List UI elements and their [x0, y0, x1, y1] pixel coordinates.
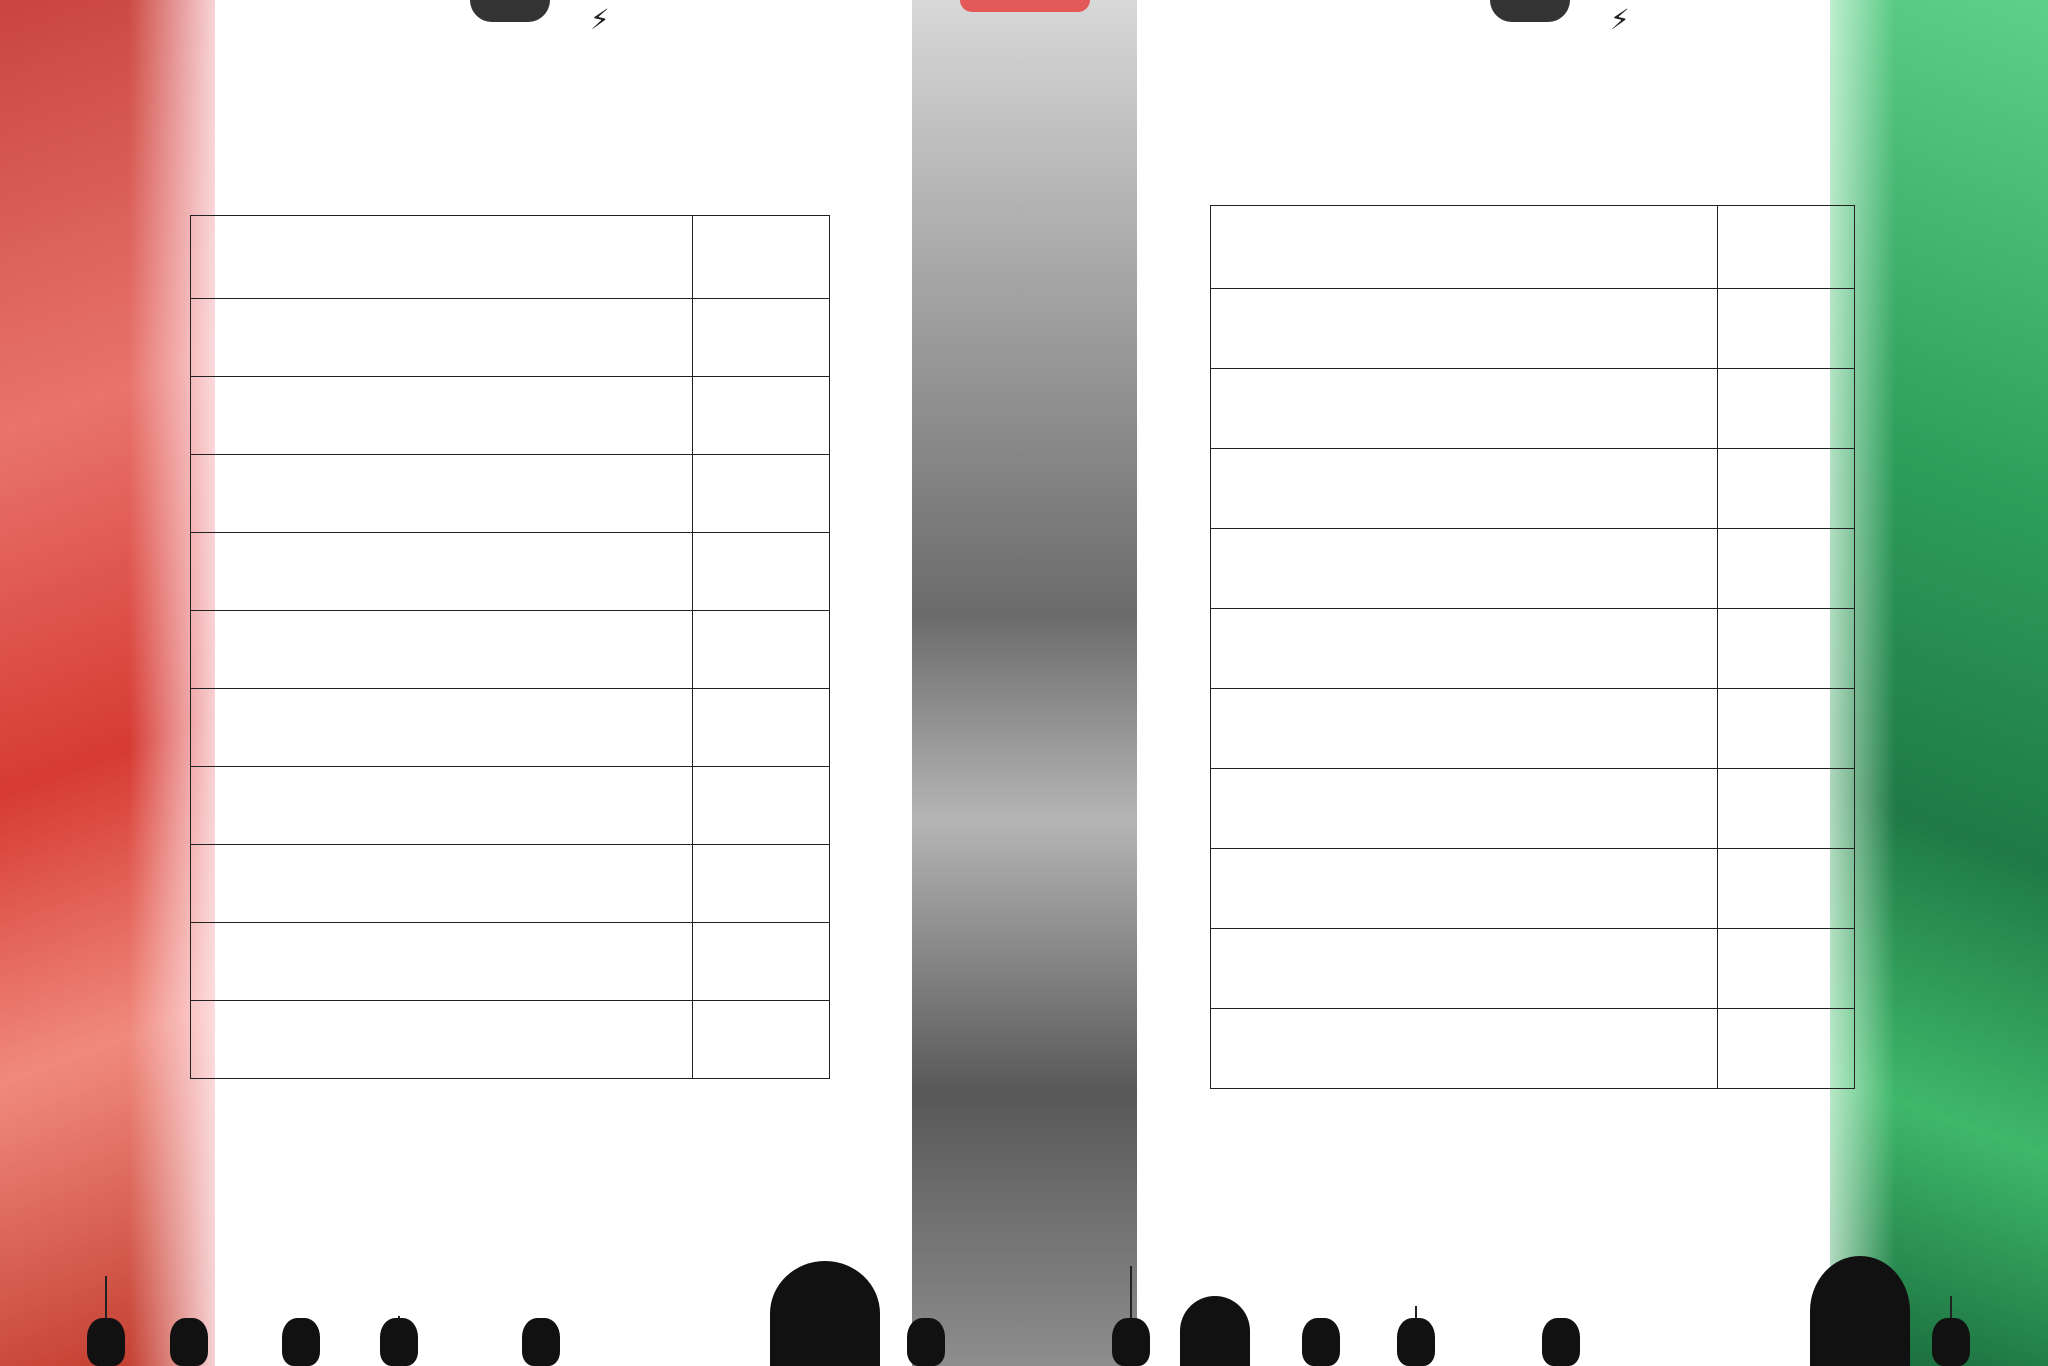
- time-cell: [693, 377, 830, 455]
- lantern-icon: [540, 1336, 542, 1366]
- activity-cell: [1211, 369, 1718, 449]
- dome-icon: [1180, 1296, 1250, 1366]
- table-row: [1211, 609, 1855, 689]
- activity-cell: [191, 611, 693, 689]
- table-row: [191, 611, 830, 689]
- time-cell: [1718, 449, 1855, 529]
- table-row: [1211, 929, 1855, 1009]
- table-row: [1211, 449, 1855, 529]
- decorative-lantern-row: [0, 1140, 2048, 1366]
- activity-cell: [191, 689, 693, 767]
- spark-icon: ⚡: [590, 3, 610, 36]
- center-top-red-shape: [960, 0, 1090, 12]
- table-row: [1211, 289, 1855, 369]
- time-cell: [1718, 849, 1855, 929]
- time-cell: [693, 611, 830, 689]
- table-row: [1211, 369, 1855, 449]
- activity-cell: [191, 377, 693, 455]
- activity-cell: [191, 533, 693, 611]
- time-header: [1718, 206, 1855, 289]
- table-row: [191, 1001, 830, 1079]
- time-cell: [693, 923, 830, 1001]
- right-logo: [1460, 0, 1630, 130]
- right-program-table: [1210, 205, 1855, 1089]
- lantern-icon: [1130, 1266, 1132, 1366]
- table-row: [191, 533, 830, 611]
- time-cell: [693, 1001, 830, 1079]
- time-cell: [693, 533, 830, 611]
- activity-cell: [1211, 289, 1718, 369]
- time-cell: [1718, 609, 1855, 689]
- table-row: [1211, 529, 1855, 609]
- time-cell: [1718, 689, 1855, 769]
- lantern-icon: [1950, 1296, 1952, 1366]
- lantern-icon: [398, 1316, 400, 1366]
- activity-cell: [1211, 929, 1718, 1009]
- activity-cell: [191, 1001, 693, 1079]
- activity-cell: [191, 299, 693, 377]
- time-cell: [693, 299, 830, 377]
- table-row: [191, 299, 830, 377]
- activity-cell: [1211, 609, 1718, 689]
- time-cell: [1718, 1009, 1855, 1089]
- activity-cell: [191, 845, 693, 923]
- activity-cell: [1211, 1009, 1718, 1089]
- time-cell: [1718, 369, 1855, 449]
- table-row: [1211, 689, 1855, 769]
- lantern-icon: [300, 1346, 302, 1366]
- table-row: [1211, 849, 1855, 929]
- lantern-icon: [1560, 1326, 1562, 1366]
- table-row: [1211, 1009, 1855, 1089]
- activity-cell: [191, 767, 693, 845]
- table-row: [191, 377, 830, 455]
- left-logo: [440, 0, 610, 130]
- time-cell: [693, 455, 830, 533]
- activity-cell: [1211, 769, 1718, 849]
- activity-header: [191, 216, 693, 299]
- time-cell: [1718, 529, 1855, 609]
- lantern-icon: [1320, 1336, 1322, 1366]
- table-row: [191, 689, 830, 767]
- time-cell: [1718, 289, 1855, 369]
- table-row: [1211, 769, 1855, 849]
- left-program-table: [190, 215, 830, 1079]
- right-day-title: [1200, 152, 1860, 176]
- lantern-icon: [188, 1326, 190, 1366]
- dome-icon: [1810, 1256, 1910, 1366]
- activity-cell: [1211, 529, 1718, 609]
- activity-cell: [191, 923, 693, 1001]
- time-cell: [693, 767, 830, 845]
- lantern-icon: [1415, 1306, 1417, 1366]
- time-cell: [693, 689, 830, 767]
- lantern-icon: [925, 1326, 927, 1366]
- left-day-title: [185, 152, 845, 176]
- time-cell: [1718, 929, 1855, 1009]
- spark-icon: ⚡: [1610, 3, 1630, 36]
- time-cell: [693, 845, 830, 923]
- table-row: [191, 767, 830, 845]
- activity-cell: [1211, 449, 1718, 529]
- table-row: [191, 455, 830, 533]
- activity-cell: [1211, 689, 1718, 769]
- dome-icon: [770, 1261, 880, 1366]
- activity-cell: [1211, 849, 1718, 929]
- activity-cell: [191, 455, 693, 533]
- time-cell: [1718, 769, 1855, 849]
- coffee-cup-icon: [470, 0, 550, 22]
- table-row: [191, 845, 830, 923]
- coffee-cup-icon: [1490, 0, 1570, 22]
- lantern-icon: [105, 1276, 107, 1366]
- activity-header: [1211, 206, 1718, 289]
- time-header: [693, 216, 830, 299]
- table-row: [191, 923, 830, 1001]
